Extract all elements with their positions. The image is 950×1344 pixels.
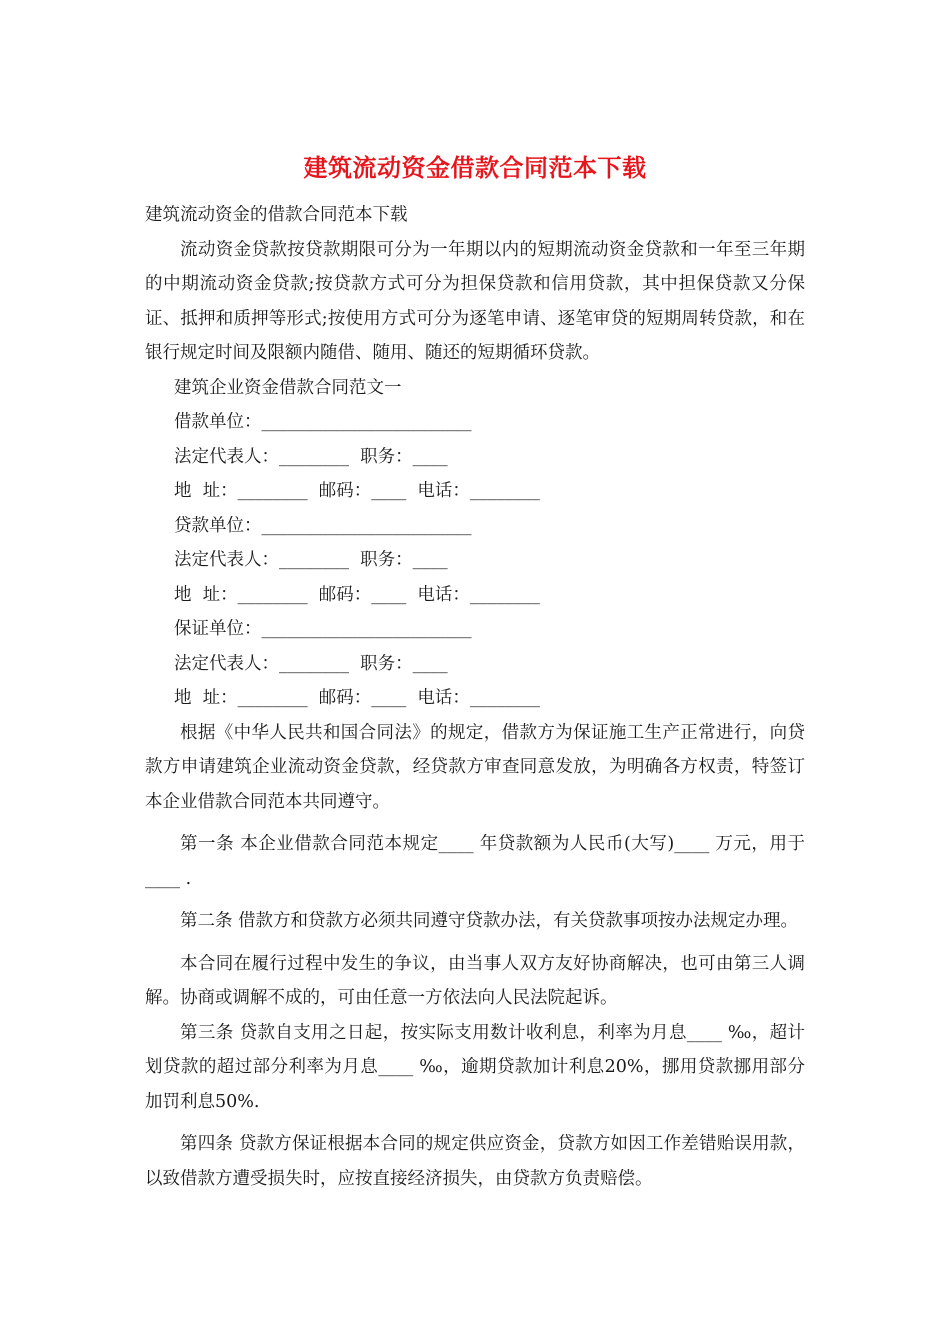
- document-page: [145, 150, 805, 1196]
- document-subtitle: 建筑流动资金的借款合同范本下载: [145, 205, 408, 225]
- article-4-paragraph: 第四条 贷款方保证根据本合同的规定供应资金，贷款方如因工作差错贻误用款，以致借款方遭受损失时，应按直接经济损失，由贷款方负责赔偿。: [145, 1134, 805, 1189]
- guarantor-address-field: 地 址：________ 邮码：____ 电话：________: [174, 688, 540, 708]
- article-2-paragraph: 第二条 借款方和贷款方必须共同遵守贷款办法，有关贷款事项按办法规定办理。: [180, 911, 799, 931]
- sample-title: 建筑企业资金借款合同范文一: [174, 377, 402, 398]
- lender-rep-field: 法定代表人：________ 职务：____: [174, 550, 448, 570]
- intro-paragraph: 流动资金贷款按贷款期限可分为一年期以内的短期流动资金贷款和一年至三年期的中期流动资金贷款;按贷款方式可分为担保贷款和信用贷款，其中担保贷款又分保证、抵押和质押等形式;按使用方式可分为逐笔申请、逐笔审贷的短期周转贷款，和在银行规定时间及限额内随借、随用、随还的短期循环贷款。: [145, 239, 805, 363]
- document-title: 建筑流动资金借款合同范本下载: [303, 153, 647, 182]
- guarantor-rep-field: 法定代表人：________ 职务：____: [174, 653, 448, 674]
- guarantor-unit-field: 保证单位：________________________: [174, 619, 472, 639]
- borrower-rep-field: 法定代表人：________ 职务：____: [174, 446, 448, 467]
- borrower-address-field: 地 址：________ 邮码：____ 电话：________: [174, 481, 540, 501]
- borrower-unit-field: 借款单位：________________________: [174, 412, 472, 432]
- article-3-paragraph: 第三条 贷款自支用之日起，按实际支用数计收利息，利率为月息____ ‰，超计划贷款的超过部分利率为月息____ ‰，逾期贷款加计利息20%，挪用贷款挪用部分加罚利息50%.: [145, 1022, 805, 1112]
- preamble-paragraph: 根据《中华人民共和国合同法》的规定，借款方为保证施工生产正常进行，向贷款方申请建筑企业流动资金贷款，经贷款方审查同意发放，为明确各方权责，特签订本企业借款合同范本共同遵守。: [145, 722, 805, 812]
- lender-address-field: 地 址：________ 邮码：____ 电话：________: [174, 584, 540, 605]
- dispute-paragraph: 本合同在履行过程中发生的争议，由当事人双方友好协商解决，也可由第三人调解。协商或调解不成的，可由任意一方依法向人民法院起诉。: [145, 953, 805, 1008]
- article-1-paragraph: 第一条 本企业借款合同范本规定____ 年贷款额为人民币(大写)____ 万元，用于____ .: [145, 834, 805, 889]
- lender-unit-field: 贷款单位：________________________: [174, 515, 472, 536]
